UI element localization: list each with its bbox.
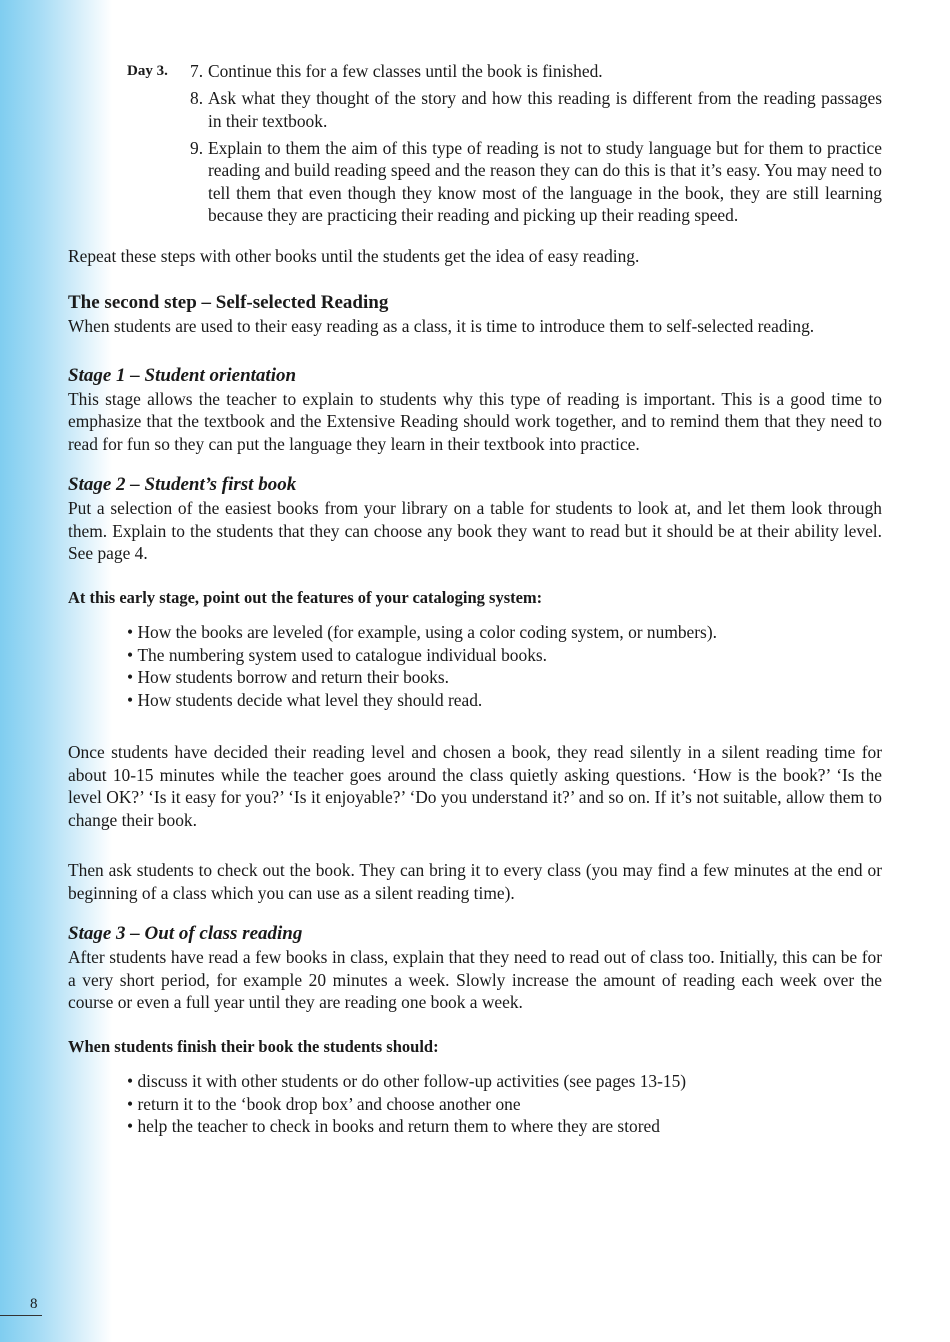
stage-2-text: Put a selection of the easiest books from your library on a table for students to look at, and let them look through them. Explain to the students that they can choose any book they want to read but it should be at their ability level. See page 4. — [68, 498, 882, 563]
stage-2-paragraph-3: Then ask students to check out the book. They can bring it to every class (you may find a few minutes at the end or beginning of a class which you can use as a silent reading time). — [68, 860, 882, 903]
stage-1-text: This stage allows the teacher to explain to students why this type of reading is important. This is a good time to emphasize that the textbook and the Extensive Reading should work together, and to remind them that they need to read for fun so they can put the language they learn in their textbook into practice. — [68, 388, 882, 454]
step-item — [190, 60, 882, 83]
finish-list — [68, 1070, 882, 1138]
step-number: 9. — [190, 137, 204, 158]
steps-list — [68, 60, 882, 227]
page-content — [68, 60, 882, 1138]
stage-2-paragraph-2: Once students have decided their reading level and chosen a book, they read silently in a silent reading time for about 10-15 minutes while the teacher goes around the class quietly asking questions. ‘How is the book?’ ‘Is the level OK?’ ‘Is it easy for you?’ ‘Is it enjoyable?’ ‘Do you understand it?’ and so on. If it’s not suitable, allow them to change their book. — [68, 742, 882, 830]
finish-heading: When students finish their book the students should: — [68, 1036, 439, 1056]
list-item: • return it to the ‘book drop box’ and choose another one — [127, 1093, 882, 1116]
features-list — [68, 621, 882, 711]
step-text: Explain to them the aim of this type of reading is not to study language but for them to practice reading and build reading speed and the reason they can do this is that it’s easy. You may need to tell them that even though they know most of the language in the book, they are still learning because they are practicing their reading and picking up their reading speed. — [208, 137, 882, 225]
page-number: 8 — [30, 1296, 38, 1312]
repeat-paragraph: Repeat these steps with other books until the students get the idea of easy reading. — [68, 245, 640, 266]
stage-1-heading: Stage 1 – Student orientation — [68, 364, 297, 386]
list-item: • How students decide what level they should read. — [127, 689, 882, 712]
stage-3-heading: Stage 3 – Out of class reading — [68, 923, 303, 944]
list-item: • How students borrow and return their books. — [127, 666, 882, 689]
stage-2-heading: Stage 2 – Student’s first book — [68, 474, 297, 495]
step-text: Ask what they thought of the story and how this reading is different from the reading passages in their textbook. — [208, 88, 882, 131]
second-step-heading: The second step – Self-selected Reading — [68, 292, 389, 313]
step-item — [190, 87, 882, 132]
list-item: • How the books are leveled (for example, using a color coding system, or numbers). — [127, 621, 882, 644]
second-step-intro: When students are used to their easy reading as a class, it is time to introduce them to self-selected reading. — [68, 316, 815, 336]
list-item: • help the teacher to check in books and return them to where they are stored — [127, 1115, 882, 1138]
list-item: • The numbering system used to catalogue individual books. — [127, 644, 882, 667]
step-number: 7. — [190, 61, 204, 81]
day-label: Day 3. — [127, 63, 168, 79]
list-item: • discuss it with other students or do other follow-up activities (see pages 13-15) — [127, 1070, 882, 1093]
page-number-rule — [0, 1315, 42, 1316]
stage-3-text: After students have read a few books in class, explain that they need to read out of class too. Initially, this can be for a very short period, for example 20 minutes a week. Slowly increase the amount of reading each week over the course or even a full year until they are reading one book a week. — [68, 947, 882, 1012]
step-item — [190, 137, 882, 227]
features-heading: At this early stage, point out the features of your cataloging system: — [68, 587, 543, 607]
day-3-section — [68, 60, 882, 227]
step-number: 8. — [190, 88, 204, 108]
step-text: Continue this for a few classes until the book is finished. — [208, 61, 603, 81]
